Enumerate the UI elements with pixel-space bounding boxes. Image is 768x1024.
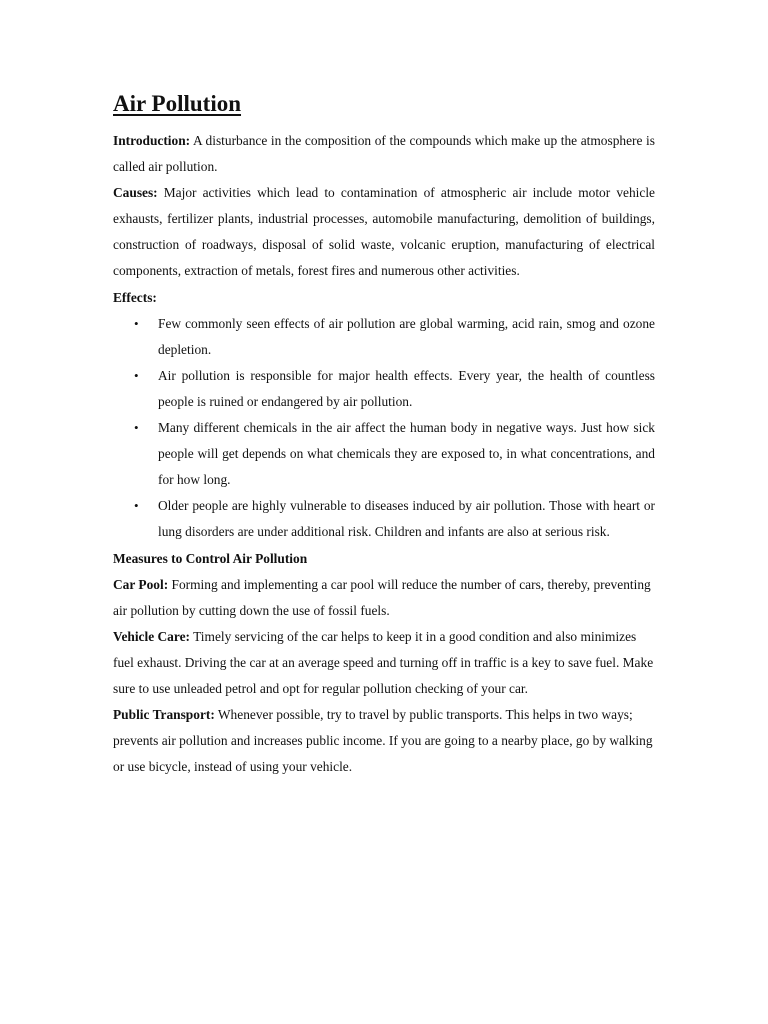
introduction-paragraph xyxy=(113,128,655,180)
bullet-icon: • xyxy=(134,315,139,331)
bullet-icon: • xyxy=(134,498,139,514)
car-pool-paragraph xyxy=(113,572,655,624)
bullet-icon: • xyxy=(134,420,139,436)
document-title: Air Pollution xyxy=(113,91,242,116)
list-item-text: Air pollution is responsible for major health effects. Every year, the health of countless people is ruined or endangered by air pollution. xyxy=(158,367,655,409)
car-pool-label: Car Pool: xyxy=(113,576,169,592)
vehicle-care-text: Timely servicing of the car helps to keep it in a good condition and also minimizes fuel exhaust. Driving the car at an average speed and turning off in traffic is a key to save fuel. Make sure to use unleaded petrol and opt for regular pollution checking of your car. xyxy=(113,628,654,696)
introduction-label: Introduction: xyxy=(113,133,191,148)
public-transport-text: Whenever possible, try to travel by public transports. This helps in two ways; prevents air pollution and increases public income. If you are going to a nearby place, go by walking or use bicycle, instead of using your vehicle. xyxy=(113,707,653,775)
effects-heading: Effects: xyxy=(113,289,157,305)
measures-heading: Measures to Control Air Pollution xyxy=(113,550,308,566)
list-item xyxy=(113,493,655,545)
public-transport-label: Public Transport: xyxy=(113,707,215,723)
car-pool-text: Forming and implementing a car pool will reduce the number of cars, thereby, preventing air pollution by cutting down the use of fossil fuels. xyxy=(113,576,651,618)
public-transport-paragraph xyxy=(113,702,655,780)
list-item-text: Many different chemicals in the air affect the human body in negative ways. Just how sick people will get depends on what chemicals they are exposed to, in what concentrations, and for how long. xyxy=(158,420,655,488)
list-item xyxy=(113,311,655,363)
list-item-text: Older people are highly vulnerable to diseases induced by air pollution. Those with heart or lung disorders are under additional risk. Children and infants are also at serious risk. xyxy=(158,498,655,540)
causes-label: Causes: xyxy=(113,185,158,201)
list-item xyxy=(113,363,655,415)
vehicle-care-label: Vehicle Care: xyxy=(113,628,190,644)
causes-text: Major activities which lead to contamination of atmospheric air include motor vehicle exhausts, fertilizer plants, industrial processes, automobile manufacturing, demolition of buildings, construction of roadways, disposal of solid waste, volcanic eruption, manufacturing of electrical components, extraction of metals, forest fires and numerous other activities. xyxy=(113,185,655,279)
causes-paragraph xyxy=(113,180,655,284)
vehicle-care-paragraph xyxy=(113,624,655,702)
bullet-icon: • xyxy=(134,367,139,383)
introduction-text: A disturbance in the composition of the compounds which make up the atmosphere is called air pollution. xyxy=(113,133,655,175)
document-page xyxy=(113,88,655,780)
list-item xyxy=(113,415,655,493)
list-item-text: Few commonly seen effects of air pollution are global warming, acid rain, smog and ozone depletion. xyxy=(158,315,655,357)
effects-list xyxy=(113,311,655,546)
